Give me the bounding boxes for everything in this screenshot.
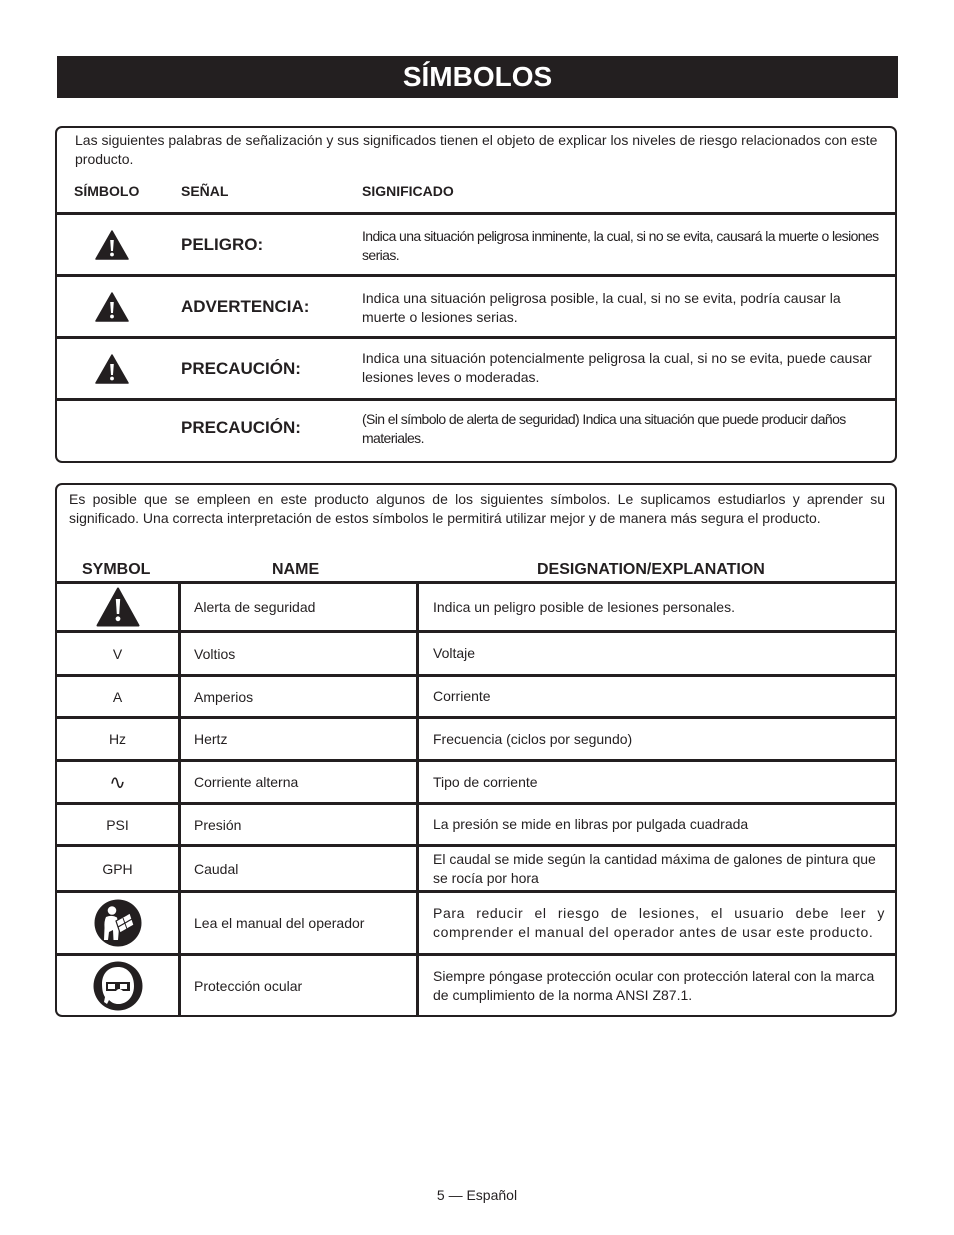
page-title: SÍMBOLOS [57,56,898,98]
eye-protection-icon [92,960,144,1012]
symbol-explanation: Para reducir el riesgo de lesiones, el usuario debe leer y comprender el manual del operador antes de usar este producto. [433,905,885,940]
symbol-name: Corriente alterna [194,774,299,790]
symbols-table [55,483,897,1017]
name-cell [181,677,419,716]
signal-word: PELIGRO: [181,235,264,254]
symbol-explanation: Tipo de corriente [433,773,538,790]
symbol-text: A [112,688,123,705]
warning-triangle-icon [95,230,129,260]
symbol-name: Protección ocular [194,977,303,994]
symbol-cell [57,893,181,953]
explanation-cell [419,677,895,716]
explanation-cell [419,805,895,844]
symbol-cell [57,584,181,630]
name-cell [181,584,419,630]
symbol-cell [57,805,181,844]
explanation-cell [419,633,895,674]
table-row [57,890,895,953]
explanation-cell [419,719,895,759]
symbol-text: PSI [106,816,129,833]
signal-word: PRECAUCIÓN: [181,359,301,378]
signal-meaning: (Sin el símbolo de alerta de seguridad) Indica una situación que puede producir daños materiales. [362,411,846,446]
name-cell [181,805,419,844]
symbol-cell [57,633,181,674]
alternating-current-icon: ∿ [109,771,126,794]
warning-triangle-icon [95,292,129,322]
symbol-explanation: Voltaje [433,645,476,661]
table-row [57,759,895,802]
table-row [57,953,895,1015]
signal-meaning: Indica una situación peligrosa inminente, la cual, si no se evita, causará la muerte o lesiones serias. [362,228,879,263]
signal-row-peligro [57,212,895,274]
symbol-explanation: Indica un peligro posible de lesiones personales. [433,598,735,615]
symbol-explanation: Frecuencia (ciclos por segundo) [433,730,633,747]
signal-words-table [55,126,897,463]
symbol-text: V [112,645,123,662]
table-row [57,844,895,890]
symbol-name: Voltios [194,645,236,662]
symbol-name: Hertz [194,731,228,747]
name-cell [181,762,419,802]
symbol-explanation: El caudal se mide según la cantidad máxima de galones de pintura que se rocía por hora [433,850,876,886]
symbol-cell [57,677,181,716]
table-row [57,674,895,716]
signal-row-precaucion-no-symbol [57,398,895,461]
explanation-cell [419,584,895,630]
header-signal: SEÑAL [181,183,229,199]
signal-intro: Las siguientes palabras de señalización y sus significados tienen el objeto de explicar los niveles de riesgo relacionados con este producto. [75,132,878,167]
header-meaning: SIGNIFICADO [362,183,454,199]
symbol-cell [57,956,181,1015]
explanation-cell [419,893,895,953]
symbol-name: Lea el manual del operador [194,915,365,931]
signal-word: ADVERTENCIA: [181,297,310,316]
symbol-name: Amperios [194,688,254,705]
header-designation: DESIGNATION/EXPLANATION [537,561,765,578]
name-cell [181,633,419,674]
table-row [57,802,895,844]
read-manual-icon [93,898,143,948]
table-row [57,630,895,674]
signal-row-advertencia [57,274,895,336]
symbol-name: Caudal [194,860,239,877]
name-cell [181,956,419,1015]
warning-triangle-icon [95,354,129,384]
explanation-cell [419,847,895,890]
symbol-explanation: Siempre póngase protección ocular con protección lateral con la marca de cumplimiento de la norma ANSI Z87.1. [433,967,875,1003]
page-footer: 5 — Español [436,1187,518,1203]
symbol-cell [57,847,181,890]
explanation-cell [419,956,895,1015]
signal-word: PRECAUCIÓN: [181,418,301,437]
symbol-text: Hz [108,731,127,747]
safety-alert-icon [96,587,140,627]
name-cell [181,719,419,759]
signal-meaning: Indica una situación potencialmente peligrosa la cual, si no se evita, puede causar lesiones leves o moderadas. [362,350,872,385]
name-cell [181,847,419,890]
name-cell [181,893,419,953]
symbols-intro: Es posible que se empleen en este producto algunos de los siguientes símbolos. Le suplicamos estudiarlos y aprender su significado. Una correcta interpretación de estos símbolos le permitirá utilizar mejor y de manera más segura el producto. [69,491,885,526]
header-symbol: SÍMBOLO [74,183,140,199]
explanation-cell [419,762,895,802]
signal-meaning: Indica una situación peligrosa posible, la cual, si no se evita, podría causar la muerte o lesiones serias. [362,290,841,325]
symbol-explanation: Corriente [433,688,491,704]
symbol-text: GPH [102,860,133,877]
symbol-name: Alerta de seguridad [194,599,316,615]
symbol-name: Presión [194,816,242,833]
symbol-cell [57,719,181,759]
table-row [57,716,895,759]
symbol-explanation: La presión se mide en libras por pulgada cuadrada [433,816,749,832]
header-name: NAME [272,561,320,578]
header-symbol: SYMBOL [82,561,151,578]
symbol-cell [57,762,181,802]
signal-row-precaucion [57,336,895,398]
table-row [57,581,895,630]
